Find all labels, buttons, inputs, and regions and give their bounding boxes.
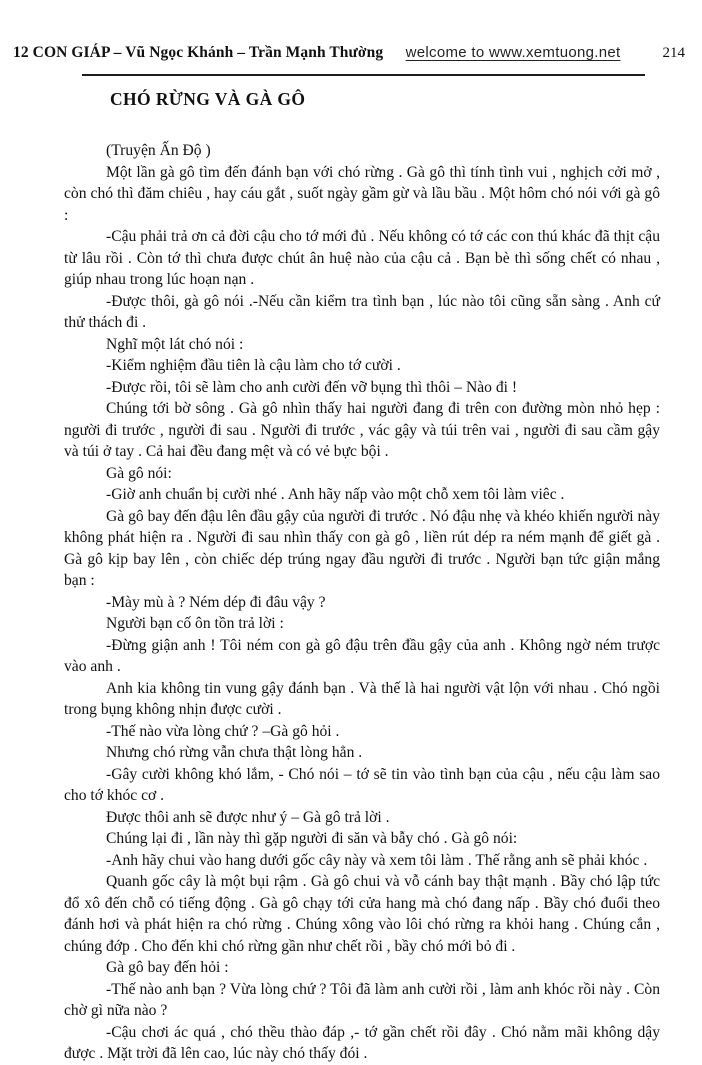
book-title: 12 CON GIÁP – Vũ Ngọc Khánh – Trần Mạnh Thường (13, 44, 384, 61)
story-paragraph: -Gây cười không khó lắm, - Chó nói – tớ sẽ tin vào tình bạn của cậu , nếu cậu làm sao cho tớ khóc cơ . (64, 765, 660, 804)
story-paragraph: -Thế nào anh bạn ? Vừa lòng chứ ? Tôi đã làm anh cười rồi , làm anh khóc rồi này . Còn chờ gì nữa nào ? (64, 980, 660, 1019)
page-number: 214 (662, 45, 685, 61)
story-paragraph: -Thế nào vừa lòng chứ ? –Gà gô hỏi . (106, 722, 340, 740)
story-paragraph: Chúng lại đi , lần này thì gặp người đi săn và bẫy chó . Gà gô nói: (106, 830, 518, 847)
story-paragraph: Người bạn cố ôn tồn trả lời : (106, 615, 284, 632)
story-paragraph: -Được rồi, tôi sẽ làm cho anh cười đến vỡ bụng thì thôi – Nào đi ! (106, 378, 518, 396)
story-paragraph: Nghĩ một lát chó nói : (106, 335, 244, 353)
story-paragraph: -Cậu chơi ác quá , chó thều thào đáp ,- tớ gần chết rồi đây . Chó nằm mãi không dậy được . Mặt trời đã lên cao, lúc này chó thấy đói . (64, 1023, 660, 1062)
story-paragraph: -Anh hãy chui vào hang dưới gốc cây này và xem tôi làm . Thế rằng anh sẽ phải khóc . (106, 851, 648, 869)
page-header (0, 0, 702, 62)
story-paragraph: Anh kia không tin vung gậy đánh bạn . Và thế là hai người vật lộn với nhau . Chó ngồi trong bụng không nhịn được cười . (64, 679, 660, 718)
header-rule (82, 74, 645, 76)
site-link[interactable]: welcome to www.xemtuong.net (405, 44, 621, 61)
story-paragraph: -Mày mù à ? Ném dép đi đâu vậy ? (106, 593, 326, 611)
story-paragraph: Một lần gà gô tìm đến đánh bạn với chó rừng . Gà gô thì tính tình vui , nghịch cởi mở , còn chó thì đăm chiêu , hay cáu gắt , suốt ngày gầm gừ và lầu bầu . Một hôm chó nói với gà gô : (64, 163, 660, 224)
story-paragraph: -Cậu phải trả ơn cả đời cậu cho tớ mới đủ . Nếu không có tớ các con thú khác đã thịt cậu từ lâu rồi . Còn tớ thì chưa được chút ân huệ nào của cậu cả . Bạn bè thì sống chết có nhau , giúp nhau trong lúc hoạn nạn . (64, 228, 660, 288)
story-paragraph: Quanh gốc cây là một bụi rậm . Gà gô chui và vỗ cánh bay thật mạnh . Bầy chó lập tức đổ xô đến chỗ có tiếng động . Gà gô chạy tới cửa hang mà chó đang nấp . Bầy chó đuổi theo đánh hơi và phát hiện ra chó rừng . Chúng xông vào lôi chó rừng ra khỏi hang . Chúng cắn , chúng đớp . Cho đến khi chó rừng gần như chết rồi , bầy chó mới bỏ đi . (64, 873, 660, 955)
story-paragraph: Được thôi anh sẽ được như ý – Gà gô trả lời . (106, 808, 390, 826)
story-paragraph: -Đừng giận anh ! Tôi ném con gà gô đậu trên đầu gậy của anh . Không ngờ ném trược vào anh . (64, 636, 660, 675)
story-paragraph: -Được thôi, gà gô nói .-Nếu cần kiểm tra tình bạn , lúc nào tôi cũng sẵn sàng . Anh cứ thử thách đi . (64, 292, 660, 331)
story-paragraph: (Truyện Ấn Độ ) (106, 142, 211, 159)
story-body (64, 140, 660, 1065)
story-paragraph: Gà gô bay đến hỏi : (106, 959, 229, 976)
story-paragraph: -Giờ anh chuẩn bị cười nhé . Anh hãy nấp vào một chỗ xem tôi làm viêc . (106, 486, 565, 503)
story-title: CHÓ RỪNG VÀ GÀ GÔ (110, 89, 306, 109)
story-paragraph: Nhưng chó rừng vẫn chưa thật lòng hẳn . (106, 744, 363, 761)
story-paragraph: -Kiểm nghiệm đầu tiên là cậu làm cho tớ cười . (106, 357, 401, 374)
story-paragraph: Gà gô bay đến đậu lên đầu gậy của người đi trước . Nó đậu nhẹ và khéo khiến người này không phát hiện ra . Người đi sau nhìn thấy con gà gô , liền rút dép ra ném mạnh để giết gà . Gà gô kịp bay lên , còn chiếc dép trúng ngay đầu người đi trước . Người bạn tức giận mắng bạn : (64, 507, 660, 589)
story-paragraph: Gà gô nói: (106, 464, 172, 482)
story-paragraph: Chúng tới bờ sông . Gà gô nhìn thấy hai người đang đi trên con đường mòn nhỏ hẹp : người đi trước , người đi sau . Người đi trước , vác gậy và túi trên vai , người đi sau cầm gậy và túi ở tay . Cả hai đều đang mệt và có vẻ bực bội . (64, 400, 660, 460)
